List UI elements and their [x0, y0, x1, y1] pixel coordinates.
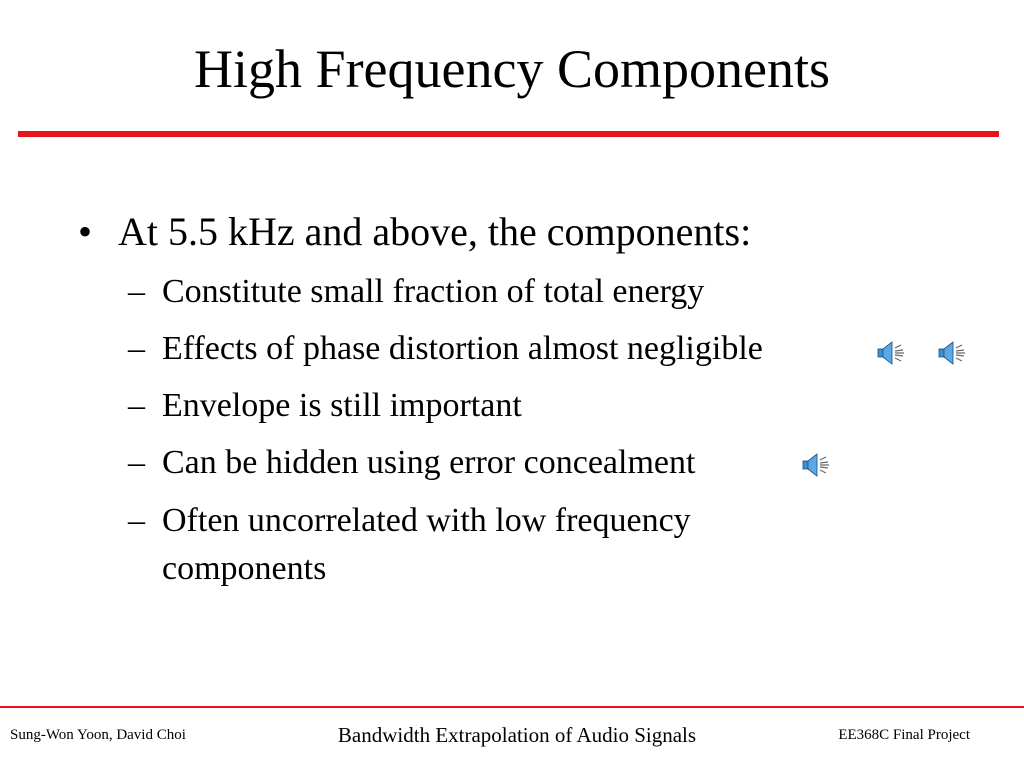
sub-bullet-phase [128, 325, 763, 373]
footer-course: EE368C Final Project [838, 727, 970, 743]
sub-bullet-text: Envelope is still important [162, 387, 522, 424]
sub-bullet-text: Constitute small fraction of total energy [162, 273, 705, 310]
main-bullet [78, 206, 751, 258]
title-divider [18, 131, 999, 137]
slide-title: High Frequency Components [194, 39, 830, 99]
sub-bullet-uncorrelated [128, 497, 828, 593]
dash-glyph: – [128, 273, 145, 310]
bullet-glyph: • [78, 209, 93, 254]
sub-bullet-text: Can be hidden using error concealment [162, 444, 696, 481]
dash-glyph: – [128, 444, 145, 481]
speaker-icon[interactable] [877, 340, 907, 366]
sub-bullet-energy [128, 268, 704, 316]
speaker-icon[interactable] [938, 340, 968, 366]
sub-bullet-text: Often uncorrelated with low frequency components [162, 502, 691, 587]
footer-presentation-title: Bandwidth Extrapolation of Audio Signals [337, 723, 697, 747]
speaker-icon[interactable] [802, 452, 832, 478]
dash-glyph: – [128, 330, 145, 367]
footer-divider [0, 706, 1024, 708]
sub-bullet-text: Effects of phase distortion almost negligible [162, 330, 763, 367]
sub-bullet-envelope [128, 382, 522, 430]
main-bullet-text: At 5.5 kHz and above, the components: [118, 209, 752, 254]
dash-glyph: – [128, 387, 145, 424]
footer-authors: Sung-Won Yoon, David Choi [10, 727, 186, 743]
sub-bullet-concealment [128, 439, 695, 487]
dash-glyph: – [128, 502, 145, 539]
